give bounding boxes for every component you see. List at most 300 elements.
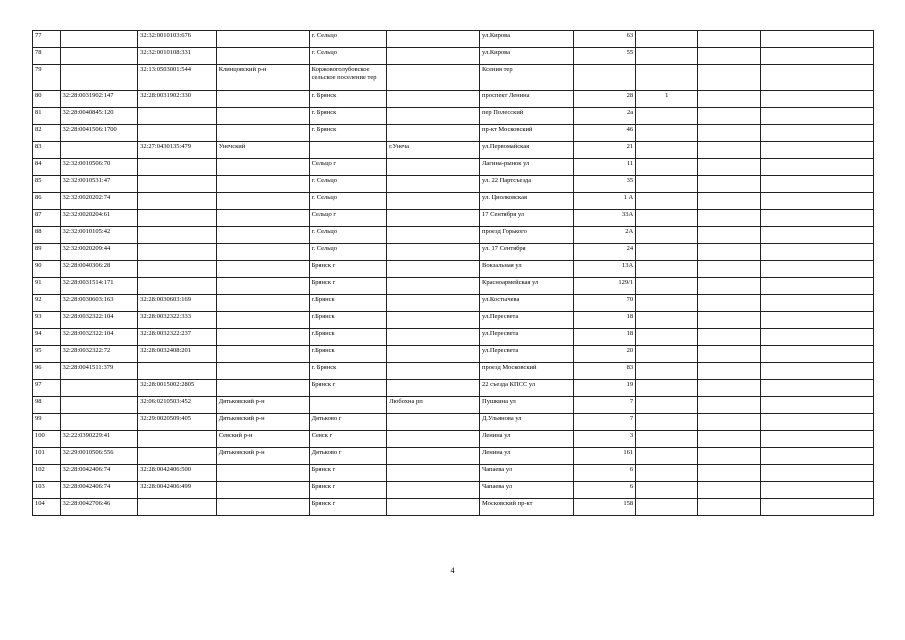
table-row [33,193,874,210]
col-10 [698,278,760,295]
cadastral-number-building [138,448,217,465]
row-number: 94 [33,329,61,346]
table-row [33,380,874,397]
house-number: 24 [573,244,635,261]
table-row [33,312,874,329]
row-number: 85 [33,176,61,193]
cadastral-number-land: 32:32:0010531:47 [60,176,138,193]
street: ул. 17 Сентября [480,244,574,261]
street: ул. 22 Партсъезда [480,176,574,193]
district [216,176,309,193]
col-11 [760,125,873,142]
cadastral-number-land: 32:28:0031902:147 [60,91,138,108]
locality [387,346,480,363]
cadastral-number-building: 32:28:0032322:237 [138,329,217,346]
cadastral-number-land: 32:29:0010506:556 [60,448,138,465]
col-10 [698,397,760,414]
row-number: 101 [33,448,61,465]
col-10 [698,448,760,465]
street: 17 Сентября ул [480,210,574,227]
house-number: 2А [573,227,635,244]
building [636,108,698,125]
table-row [33,261,874,278]
row-number: 93 [33,312,61,329]
col-10 [698,210,760,227]
district [216,244,309,261]
settlement [309,397,387,414]
settlement: г. Сельцо [309,48,387,65]
cadastral-number-land [60,65,138,91]
col-11 [760,499,873,516]
col-11 [760,108,873,125]
house-number: 7 [573,414,635,431]
row-number: 103 [33,482,61,499]
table-row [33,125,874,142]
house-number: 158 [573,499,635,516]
row-number: 102 [33,465,61,482]
district [216,465,309,482]
house-number: 6 [573,465,635,482]
building [636,465,698,482]
street: Чапаева ул [480,482,574,499]
row-number: 89 [33,244,61,261]
cadastral-number-building: 32:28:0042406:499 [138,482,217,499]
cadastral-number-building: 32:28:0042406:500 [138,465,217,482]
cadastral-number-land: 32:28:0042406:74 [60,465,138,482]
table-row [33,414,874,431]
cadastral-number-building: 32:32:0010103:676 [138,31,217,48]
col-11 [760,159,873,176]
street: Ленина ул [480,431,574,448]
street: ул.Костычева [480,295,574,312]
street: пер Полесский [480,108,574,125]
col-11 [760,210,873,227]
building [636,346,698,363]
street: ул.Кирова [480,48,574,65]
building [636,31,698,48]
col-10 [698,65,760,91]
locality [387,48,480,65]
settlement: г. Сельцо [309,244,387,261]
district [216,261,309,278]
col-11 [760,363,873,380]
house-number: 46 [573,125,635,142]
col-11 [760,431,873,448]
col-11 [760,142,873,159]
row-number: 96 [33,363,61,380]
cadastral-number-land: 32:28:0040306:28 [60,261,138,278]
cadastral-number-building: 32:13:0503001:544 [138,65,217,91]
table-row [33,142,874,159]
house-number: 33А [573,210,635,227]
house-number: 63 [573,31,635,48]
cadastral-number-land: 32:22:0390229:41 [60,431,138,448]
settlement: г.Брянск [309,329,387,346]
street: Лагина-рынок ул [480,159,574,176]
cadastral-number-building [138,176,217,193]
settlement: г. Брянск [309,363,387,380]
building [636,312,698,329]
district [216,31,309,48]
building [636,48,698,65]
table-row [33,329,874,346]
table-row [33,176,874,193]
cadastral-number-building [138,227,217,244]
table-body [33,31,874,516]
settlement: г. Сельцо [309,31,387,48]
settlement: г. Брянск [309,91,387,108]
locality [387,465,480,482]
col-11 [760,346,873,363]
col-11 [760,193,873,210]
building [636,244,698,261]
district [216,380,309,397]
table-row [33,91,874,108]
col-11 [760,48,873,65]
street: Д.Ульянова ул [480,414,574,431]
locality [387,210,480,227]
building [636,227,698,244]
row-number: 97 [33,380,61,397]
row-number: 86 [33,193,61,210]
cadastral-number-building [138,499,217,516]
street: Ленина ул [480,448,574,465]
house-number: 18 [573,329,635,346]
col-10 [698,499,760,516]
col-10 [698,159,760,176]
settlement: Дятьково г [309,448,387,465]
row-number: 95 [33,346,61,363]
settlement: Сельцо г [309,159,387,176]
row-number: 92 [33,295,61,312]
row-number: 98 [33,397,61,414]
col-10 [698,261,760,278]
building [636,193,698,210]
street: проезд Горького [480,227,574,244]
cadastral-number-building [138,363,217,380]
street: Московский пр-кт [480,499,574,516]
col-10 [698,142,760,159]
settlement [309,142,387,159]
street: Красноармейская ул [480,278,574,295]
row-number: 87 [33,210,61,227]
col-10 [698,414,760,431]
col-10 [698,244,760,261]
table-row [33,159,874,176]
cadastral-number-building [138,108,217,125]
street: ул.Первомайская [480,142,574,159]
house-number: 6 [573,482,635,499]
col-10 [698,363,760,380]
col-10 [698,227,760,244]
cadastral-number-building: 32:28:0031902:330 [138,91,217,108]
settlement: Дятьково г [309,414,387,431]
street: проезд Московский [480,363,574,380]
settlement: Севск г [309,431,387,448]
row-number: 100 [33,431,61,448]
cadastral-number-land: 32:28:0042406:74 [60,482,138,499]
locality [387,244,480,261]
street: ул.Пересвета [480,329,574,346]
settlement: г. Брянск [309,108,387,125]
cadastral-number-land: 32:28:0031514:171 [60,278,138,295]
row-number: 83 [33,142,61,159]
row-number: 91 [33,278,61,295]
col-11 [760,482,873,499]
cadastral-number-land: 32:28:0032322:72 [60,346,138,363]
settlement: Сельцо г [309,210,387,227]
cadastral-number-land: 32:32:0010105:42 [60,227,138,244]
settlement: г.Брянск [309,346,387,363]
locality [387,363,480,380]
building [636,278,698,295]
building [636,159,698,176]
house-number: 55 [573,48,635,65]
row-number: 80 [33,91,61,108]
house-number: 19 [573,380,635,397]
building [636,448,698,465]
cadastral-number-land: 32:32:0020204:61 [60,210,138,227]
building: 1 [636,91,698,108]
settlement: г. Брянск [309,125,387,142]
col-10 [698,31,760,48]
building [636,295,698,312]
row-number: 77 [33,31,61,48]
district [216,363,309,380]
cadastral-number-land [60,142,138,159]
table-row [33,210,874,227]
district [216,499,309,516]
row-number: 99 [33,414,61,431]
district [216,159,309,176]
table-row [33,482,874,499]
locality: г.Унеча [387,142,480,159]
row-number: 78 [33,48,61,65]
building [636,329,698,346]
table-row [33,227,874,244]
cadastral-number-land: 32:28:0040845:120 [60,108,138,125]
table-row [33,65,874,91]
locality [387,414,480,431]
district [216,295,309,312]
cadastral-number-building: 32:28:0032322:333 [138,312,217,329]
house-number: 129/1 [573,278,635,295]
building [636,380,698,397]
locality [387,261,480,278]
col-10 [698,193,760,210]
district [216,193,309,210]
district: Дятьковский р-н [216,397,309,414]
settlement: Брянск г [309,482,387,499]
house-number: 7 [573,397,635,414]
locality [387,278,480,295]
col-10 [698,482,760,499]
district [216,48,309,65]
locality [387,159,480,176]
locality [387,380,480,397]
district: Унечский [216,142,309,159]
row-number: 82 [33,125,61,142]
table-row [33,431,874,448]
street: 22 съезда КПСС ул [480,380,574,397]
cadastral-number-building: 32:06:0210503:452 [138,397,217,414]
cadastral-number-building: 32:29:0020509:405 [138,414,217,431]
street: Пушкина ул [480,397,574,414]
col-10 [698,108,760,125]
building [636,176,698,193]
house-number: 21 [573,142,635,159]
col-11 [760,176,873,193]
cadastral-number-building [138,244,217,261]
street: ул.Пересвета [480,346,574,363]
col-11 [760,31,873,48]
street: Ксения тер [480,65,574,91]
building [636,210,698,227]
district [216,108,309,125]
locality [387,482,480,499]
cadastral-number-building [138,193,217,210]
table-row [33,397,874,414]
street: проспект Ленина [480,91,574,108]
building [636,431,698,448]
cadastral-number-land: 32:28:0041511:379 [60,363,138,380]
locality [387,227,480,244]
house-number: 3 [573,431,635,448]
col-11 [760,295,873,312]
table-row [33,278,874,295]
locality [387,295,480,312]
district [216,210,309,227]
district [216,125,309,142]
street: Вокзальная ул [480,261,574,278]
locality [387,91,480,108]
col-10 [698,48,760,65]
col-10 [698,346,760,363]
cadastral-number-building [138,431,217,448]
street: пр-кт Московский [480,125,574,142]
district: Дятьковский р-н [216,414,309,431]
locality: Любохна рп [387,397,480,414]
row-number: 88 [33,227,61,244]
building [636,397,698,414]
locality [387,176,480,193]
cadastral-number-land: 32:28:0042706:46 [60,499,138,516]
cadastral-number-land: 32:32:0010506:70 [60,159,138,176]
house-number: 161 [573,448,635,465]
building [636,261,698,278]
street: ул.Пересвета [480,312,574,329]
table-row [33,108,874,125]
cadastral-number-building: 32:28:0030603:169 [138,295,217,312]
locality [387,65,480,91]
building [636,482,698,499]
col-10 [698,431,760,448]
house-number: 2а [573,108,635,125]
row-number: 90 [33,261,61,278]
house-number: 13А [573,261,635,278]
settlement: г. Сельцо [309,227,387,244]
registry-table [32,30,874,516]
street: Чапаева ул [480,465,574,482]
district: Дятьковский р-н [216,448,309,465]
district [216,312,309,329]
settlement: Брянск г [309,278,387,295]
table-row [33,448,874,465]
building [636,499,698,516]
building [636,142,698,159]
col-10 [698,329,760,346]
settlement: Брянск г [309,465,387,482]
house-number: 83 [573,363,635,380]
building [636,363,698,380]
district [216,329,309,346]
table-row [33,31,874,48]
locality [387,31,480,48]
cadastral-number-building [138,210,217,227]
cadastral-number-land [60,414,138,431]
page-number: 4 [450,566,455,575]
col-11 [760,261,873,278]
house-number [573,65,635,91]
cadastral-number-land: 32:28:0041506:1700 [60,125,138,142]
cadastral-number-land [60,397,138,414]
col-10 [698,295,760,312]
cadastral-number-building: 32:28:0032408:201 [138,346,217,363]
cadastral-number-land: 32:32:0020202:74 [60,193,138,210]
house-number: 11 [573,159,635,176]
col-10 [698,91,760,108]
locality [387,431,480,448]
settlement: Коржовоголубовское сельское поселение тер [309,65,387,91]
building [636,65,698,91]
settlement: г. Сельцо [309,176,387,193]
district [216,482,309,499]
settlement: Брянск г [309,261,387,278]
col-10 [698,312,760,329]
table-row [33,499,874,516]
cadastral-number-land [60,48,138,65]
settlement: г.Брянск [309,295,387,312]
cadastral-number-land: 32:28:0030603:163 [60,295,138,312]
col-11 [760,329,873,346]
col-11 [760,465,873,482]
district: Севский р-н [216,431,309,448]
cadastral-number-building: 32:27:0430135:479 [138,142,217,159]
building [636,414,698,431]
settlement: г. Сельцо [309,193,387,210]
table-row [33,244,874,261]
col-10 [698,380,760,397]
table-row [33,295,874,312]
locality [387,329,480,346]
col-11 [760,380,873,397]
locality [387,499,480,516]
cadastral-number-land: 32:32:0020209:44 [60,244,138,261]
col-11 [760,414,873,431]
locality [387,448,480,465]
cadastral-number-building: 32:28:0015002:2805 [138,380,217,397]
street: ул.Кирова [480,31,574,48]
cadastral-number-land: 32:28:0032322:104 [60,329,138,346]
row-number: 81 [33,108,61,125]
locality [387,108,480,125]
settlement: Брянск г [309,380,387,397]
col-10 [698,176,760,193]
cadastral-number-land: 32:28:0032322:104 [60,312,138,329]
house-number: 18 [573,312,635,329]
col-11 [760,278,873,295]
table-row [33,465,874,482]
